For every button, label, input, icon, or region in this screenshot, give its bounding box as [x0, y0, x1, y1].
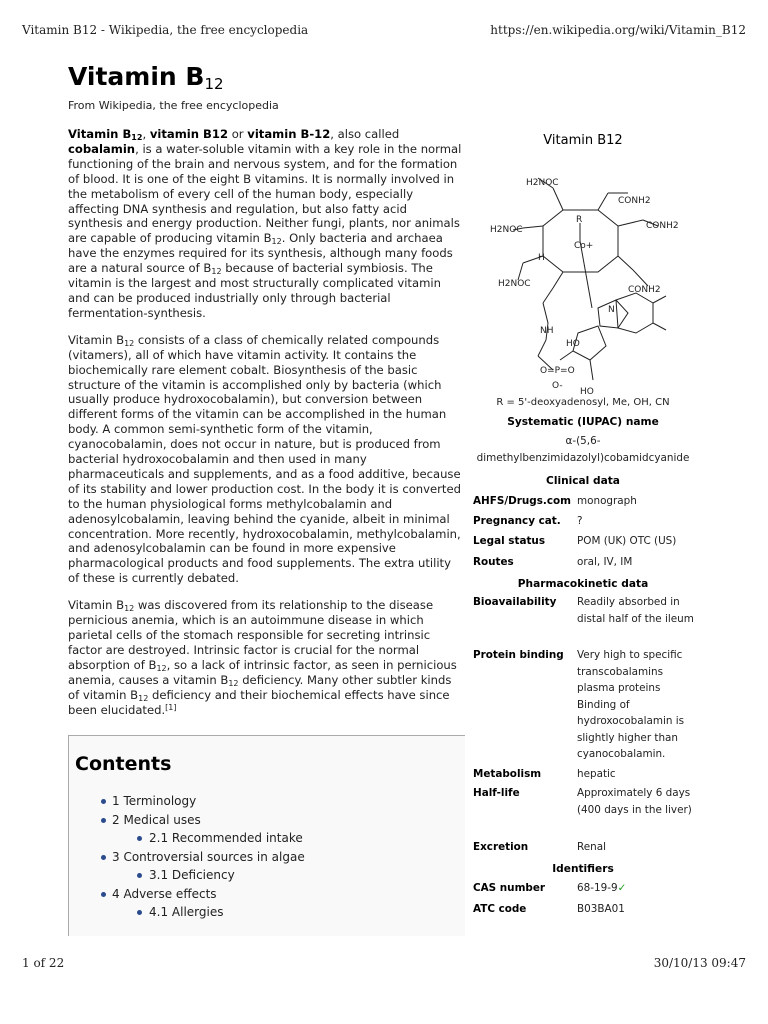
row-half-life: Half-life Approximately 6 days (400 days in the liver)	[473, 787, 692, 816]
h2noc-label-1: H2NOC	[526, 178, 559, 188]
n-label: N	[608, 305, 615, 315]
cobalt-label: Co+	[574, 241, 594, 251]
article-title: Vitamin $B_{12}$	[68, 62, 224, 93]
print-timestamp: 30/10/13 09:47	[653, 956, 746, 970]
infobox	[468, 128, 698, 921]
row-excretion: Excretion Renal	[473, 841, 606, 853]
bullet-icon	[137, 836, 142, 841]
paragraph-discovery: Vitamin $B_{12}$ was discovered from its relationship to the disease pernicious anemia, which is an autoimmune disease in which parietal cells of the stomach responsible for secreting intrinsic factor are destroyed. Intrinsic factor is crucial for the normal absorption of $B_{12}$, so a lack of intrinsic factor, as seen in pernicious anemia, causes a vitamin $B_{12}$ deficiency. Many other subtler kinds of vitamin $B_{12}$ deficiency and their biochemical effects have since been elucidated.[1]	[68, 598, 457, 717]
row-atc-code: ATC code B03BA01	[468, 901, 698, 921]
row-metabolism: Metabolism hepatic	[473, 768, 616, 780]
ho-label-2: HO	[580, 387, 594, 396]
row-pregnancy: Pregnancy cat. ?	[473, 515, 583, 527]
h2noc-label-2: H2NOC	[490, 225, 523, 235]
row-protein-binding: Protein binding Very high to specific transcobalamins plasma proteins Binding of hydroxocobalamin is slightly higher than cyanocobalamin.	[473, 649, 685, 760]
toc-item-deficiency[interactable]: 3.1 Deficiency	[69, 866, 465, 885]
conh2-label-1: CONH2	[618, 196, 651, 206]
bullet-icon	[101, 799, 106, 804]
browser-page-title: Vitamin B12 - Wikipedia, the free encyclopedia	[22, 23, 309, 37]
r-label: R	[576, 215, 583, 225]
reference-link[interactable]: [1]	[165, 702, 177, 712]
h2noc-label-3: H2NOC	[498, 279, 531, 289]
article-tagline: From Wikipedia, the free encyclopedia	[68, 99, 279, 112]
bullet-icon	[137, 873, 142, 878]
row-bioavailability: Bioavailability Readily absorbed in distal half of the ileum	[473, 596, 694, 625]
image-caption: R = 5'-deoxyadenosyl, Me, OH, CN	[496, 397, 670, 408]
toc-list	[69, 792, 465, 922]
ahfs-link[interactable]: monograph	[577, 495, 637, 507]
atc-code-link[interactable]: B03BA01	[577, 903, 625, 915]
checkmark-icon: ✓	[617, 882, 627, 894]
browser-page-url[interactable]: https://en.wikipedia.org/wiki/Vitamin_B12	[490, 23, 746, 37]
conh2-label-2: CONH2	[646, 221, 679, 231]
paragraph-intro: Vitamin $B_{12}$, vitamin B12 or vitamin B-12, also called cobalamin, is a water-soluble vitamin with a key role in the normal functioning of the brain and nervous system, and for the formation of blood. It is one of the eight B vitamins. It is normally involved in the metabolism of every cell of the human body, especially affecting DNA synthesis and regulation, but also fatty acid synthesis and energy production. Neither fungi, plants, nor animals are capable of producing vitamin $B_{12}$. Only bacteria and archaea have the enzymes required for its synthesis, although many foods are a natural source of $B_{12}$ because of bacterial symbiosis. The vitamin is the largest and most structurally complicated vitamin and can be produced industrially only through bacterial fermentation-synthesis.	[68, 127, 462, 320]
molecule-structure-drawing	[468, 148, 698, 396]
section-systematic-name: Systematic (IUPAC) name	[507, 416, 659, 428]
o-minus-label: O-	[552, 381, 563, 391]
section-clinical-data: Clinical data	[546, 475, 620, 487]
article-body	[68, 127, 462, 729]
paragraph-vitamers: Vitamin $B_{12}$ consists of a class of chemically related compounds (vitamers), all of which have vitamin activity. It contains the biochemically rare element cobalt. Biosynthesis of the basic structure of the vitamin is accomplished only by bacteria (which usually produce hydroxocobalamin), but conversion between different forms of the vitamin can be accomplished in the human body. A common semi-synthetic form of the vitamin, cyanocobalamin, does not occur in nature, but is produced from bacterial hydroxocobalamin and then used in many pharmaceuticals and supplements, and as a food additive, because of its stability and lower production cost. In the body it is converted to the human physiological forms methylcobalamin and adenosylcobalamin, leaving behind the cyanide, albeit in minimal concentration. More recently, hydroxocobalamin, methylcobalamin, and adenosylcobalamin can be found in more expensive pharmacological products and food supplements. The extra utility of these is currently debated.	[68, 332, 461, 586]
page-counter: 1 of 22	[22, 956, 65, 970]
section-pharmacokinetic: Pharmacokinetic data	[517, 578, 649, 590]
toc-item-adverse-effects[interactable]: 4 Adverse effects	[69, 885, 465, 904]
toc-item-allergies[interactable]: 4.1 Allergies	[69, 903, 465, 922]
ho-label-1: HO	[566, 339, 580, 349]
bullet-icon	[101, 818, 106, 823]
row-ahfs: AHFS/Drugs.com monograph	[468, 493, 698, 513]
row-legal-status: Legal status POM (UK) OTC (US)	[473, 535, 677, 547]
row-cas-number: CAS number 68-19-9✓	[473, 882, 627, 894]
bullet-icon	[101, 892, 106, 897]
toc-item-terminology[interactable]: 1 Terminology	[69, 792, 465, 811]
infobox-title: Vitamin B12	[543, 133, 623, 148]
table-of-contents	[68, 735, 465, 936]
bullet-icon	[101, 855, 106, 860]
bullet-icon	[137, 910, 142, 915]
row-routes: Routes oral, IV, IM	[473, 556, 633, 568]
toc-item-controversial-sources[interactable]: 3 Controversial sources in algae	[69, 848, 465, 867]
toc-heading: Contents	[75, 753, 172, 775]
section-identifiers: Identifiers	[552, 863, 614, 875]
conh2-label-3: CONH2	[628, 285, 661, 295]
cas-number-link[interactable]: 68-19-9	[577, 882, 618, 894]
toc-item-recommended-intake[interactable]: 2.1 Recommended intake	[69, 829, 465, 848]
phosphate-label: O=P=O	[540, 366, 575, 376]
molecule-structure-image[interactable]	[468, 148, 698, 396]
nh-label: NH	[540, 326, 554, 336]
h-label: H	[538, 253, 545, 263]
iupac-name-value: α-(5,6-dimethylbenzimidazolyl)cobamidcyanide	[476, 435, 690, 464]
toc-item-medical-uses[interactable]: 2 Medical uses	[69, 811, 465, 830]
